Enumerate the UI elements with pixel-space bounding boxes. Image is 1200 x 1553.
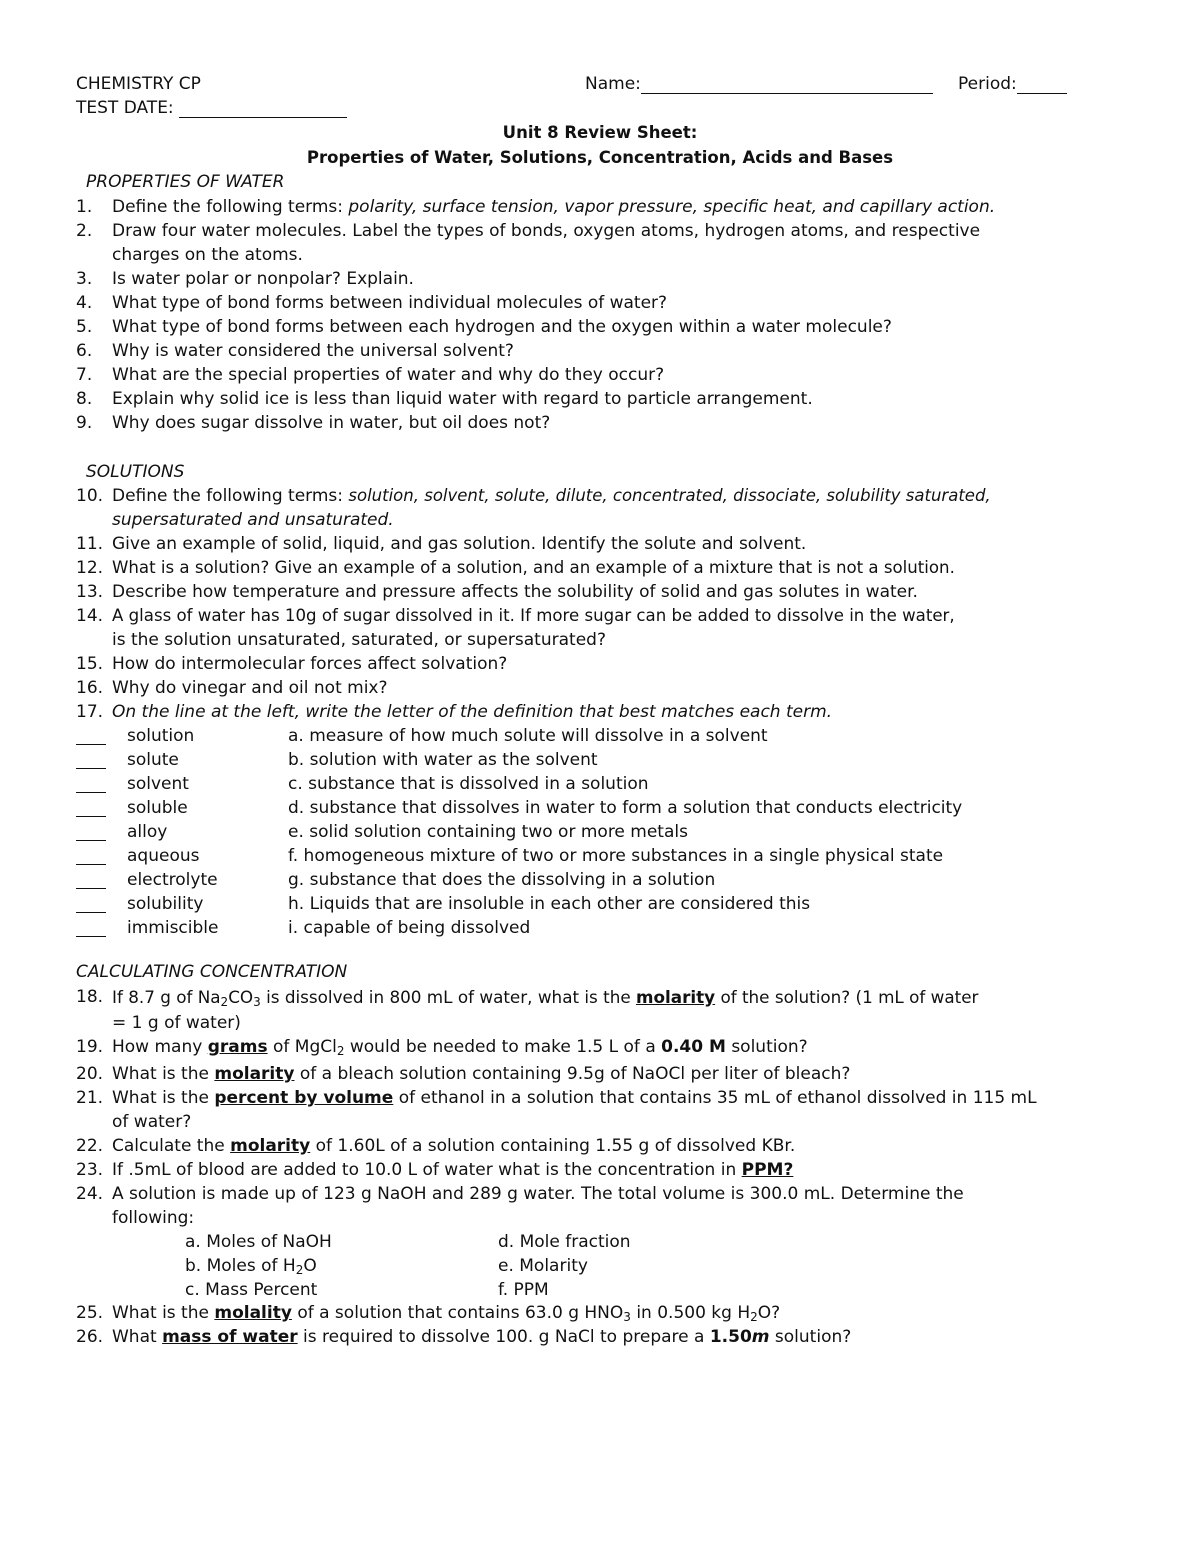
matching-term: solvent [127,774,189,794]
question-24: A solution is made up of 123 g NaOH and 289 g water. The total volume is 300.0 mL. Determine the [112,1184,964,1204]
question-number: 20. [76,1064,104,1084]
answer-blank[interactable] [76,918,106,937]
question-8: Explain why solid ice is less than liquid water with regard to particle arrangement. [112,389,813,409]
question-3: Is water polar or nonpolar? Explain. [112,269,414,289]
question-number: 1. [76,197,93,217]
question-number: 16. [76,678,104,698]
question-number: 7. [76,365,93,385]
question-11: Give an example of solid, liquid, and gas solution. Identify the solute and solvent. [112,534,807,554]
question-number: 17. [76,702,104,722]
question-number: 9. [76,413,93,433]
section-heading-water: PROPERTIES OF WATER [86,172,285,192]
question-18: If 8.7 g of $Na_2CO_3$ is dissolved in 800 mL of water, what is the molarity of the solution? (1 mL of water [112,987,979,1009]
question-number: 23. [76,1160,104,1180]
answer-blank[interactable] [76,870,106,889]
answer-blank[interactable] [76,846,106,865]
question-13: Describe how temperature and pressure affects the solubility of solid and gas solutes in water. [112,582,918,602]
matching-term: aqueous [127,846,200,866]
answer-blank[interactable] [76,726,106,745]
question-number: 14. [76,606,104,626]
question-7: What are the special properties of water and why do they occur? [112,365,665,385]
matching-definition: a. measure of how much solute will dissolve in a solvent [288,726,768,746]
part-d: d. Mole fraction [498,1232,631,1252]
question-15: How do intermolecular forces affect solvation? [112,654,508,674]
answer-blank[interactable] [76,774,106,793]
answer-blank[interactable] [76,798,106,817]
question-14: A glass of water has 10g of sugar dissolved in it. If more sugar can be added to dissolve in the water, [112,606,955,625]
question-19: How many grams of MgCl$_2$ would be needed to make 1.5 L of a 0.40 M solution? [112,1037,808,1058]
question-number: 21. [76,1088,104,1108]
question-2: Draw four water molecules. Label the types of bonds, oxygen atoms, hydrogen atoms, and respective [112,221,981,241]
question-number: 13. [76,582,104,602]
matching-term: solution [127,726,195,746]
matching-definition: b. solution with water as the solvent [288,750,598,770]
part-a: a. Moles of NaOH [185,1232,332,1252]
answer-blank[interactable] [76,750,106,769]
question-number: 8. [76,389,93,409]
answer-blank[interactable] [76,894,106,913]
matching-term: electrolyte [127,870,218,890]
question-4: What type of bond forms between individual molecules of water? [112,293,668,313]
question-25: What is the molality of a solution that contains 63.0 g $HNO_3$ in 0.500 kg $H_2O$? [112,1303,781,1324]
question-number: 11. [76,534,104,554]
matching-definition: f. homogeneous mixture of two or more substances in a single physical state [288,846,944,866]
matching-term: immiscible [127,918,219,938]
question-21-cont: of water? [112,1112,192,1132]
question-number: 24. [76,1184,104,1204]
matching-term: solute [127,750,179,770]
question-16: Why do vinegar and oil not mix? [112,678,388,698]
section-heading-concentration: CALCULATING CONCENTRATION [76,962,348,982]
test-date-field[interactable] [179,99,347,118]
matching-term: alloy [127,822,168,842]
question-21: What is the percent by volume of ethanol in a solution that contains 35 mL of ethanol dissolved in 115 mL [112,1088,1037,1108]
question-number: 22. [76,1136,104,1156]
question-number: 15. [76,654,104,674]
question-10: Define the following terms: solution, solvent, solute, dilute, concentrated, dissociate, solubility saturated, [112,486,991,506]
question-6: Why is water considered the universal solvent? [112,341,514,361]
period-label: Period: [958,74,1067,94]
matching-definition: h. Liquids that are insoluble in each other are considered this [288,894,811,914]
course-label: CHEMISTRY CP [76,74,201,94]
question-number: 6. [76,341,93,361]
question-2-cont: charges on the atoms. [112,245,303,265]
question-12: What is a solution? Give an example of a solution, and an example of a mixture that is not a solution. [112,558,955,577]
period-field[interactable] [1017,75,1067,94]
question-number: 3. [76,269,93,289]
question-10-cont: supersaturated and unsaturated. [112,510,394,530]
question-18-cont: = 1 g of water) [112,1013,241,1033]
part-b: b. Moles of $H_2O$ [185,1256,317,1277]
matching-definition: d. substance that dissolves in water to form a solution that conducts electricity [288,798,963,818]
question-number: 10. [76,486,104,506]
question-9: Why does sugar dissolve in water, but oil does not? [112,413,551,433]
name-label: Name: [585,74,933,94]
question-number: 2. [76,221,93,241]
question-14-cont: is the solution unsaturated, saturated, or supersaturated? [112,630,606,650]
question-number: 5. [76,317,93,337]
matching-term: solubility [127,894,204,914]
part-c: c. Mass Percent [185,1280,318,1300]
question-number: 18. [76,987,104,1007]
question-number: 4. [76,293,93,313]
question-17: On the line at the left, write the letter of the definition that best matches each term. [112,702,833,722]
question-23: If .5mL of blood are added to 10.0 L of water what is the concentration in PPM? [112,1160,794,1180]
part-f: f. PPM [498,1280,549,1300]
question-number: 12. [76,558,104,578]
question-number: 25. [76,1303,104,1323]
matching-definition: g. substance that does the dissolving in a solution [288,870,716,890]
question-5: What type of bond forms between each hydrogen and the oxygen within a water molecule? [112,317,892,337]
test-date-label: TEST DATE: [76,98,347,118]
question-20: What is the molarity of a bleach solution containing 9.5g of NaOCl per liter of bleach? [112,1064,851,1084]
question-number: 26. [76,1327,104,1347]
name-field[interactable] [641,75,933,94]
page-title: Unit 8 Review Sheet: [502,123,698,142]
question-1: Define the following terms: polarity, surface tension, vapor pressure, specific heat, and capillary action. [112,197,996,217]
question-24-cont: following: [112,1208,195,1228]
answer-blank[interactable] [76,822,106,841]
section-heading-solutions: SOLUTIONS [86,462,185,482]
matching-definition: i. capable of being dissolved [288,918,531,938]
question-22: Calculate the molarity of 1.60L of a solution containing 1.55 g of dissolved KBr. [112,1136,796,1156]
question-26: What mass of water is required to dissolve 100. g NaCl to prepare a 1.50m solution? [112,1327,852,1347]
page-subtitle: Properties of Water, Solutions, Concentration, Acids and Bases [306,148,894,167]
matching-term: soluble [127,798,188,818]
matching-definition: e. solid solution containing two or more metals [288,822,688,842]
matching-definition: c. substance that is dissolved in a solution [288,774,649,794]
part-e: e. Molarity [498,1256,588,1276]
question-number: 19. [76,1037,104,1057]
